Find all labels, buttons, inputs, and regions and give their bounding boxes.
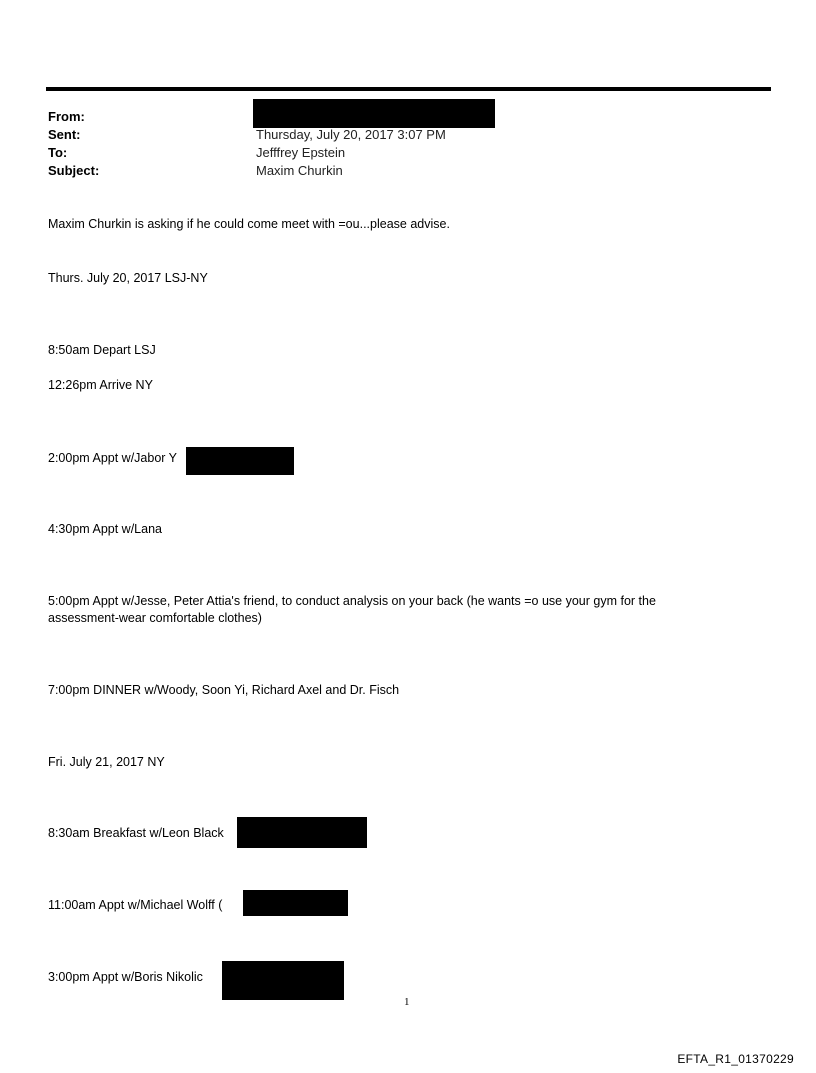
day2-heading: Fri. July 21, 2017 NY: [48, 755, 165, 769]
redacted-sender: [253, 99, 495, 128]
schedule-appt-nikolic: 3:00pm Appt w/Boris Nikolic: [48, 970, 203, 984]
subject-label: Subject:: [48, 163, 100, 178]
redacted-jabor: [186, 447, 294, 475]
subject-value: Maxim Churkin: [256, 163, 343, 178]
schedule-appt-wolff: 11:00am Appt w/Michael Wolff (: [48, 898, 223, 912]
schedule-appt-jabor: 2:00pm Appt w/Jabor Y: [48, 451, 178, 465]
intro-paragraph: Maxim Churkin is asking if he could come meet with =ou...please advise.: [48, 217, 450, 231]
schedule-arrive: 12:26pm Arrive NY: [48, 378, 153, 392]
day1-heading: Thurs. July 20, 2017 LSJ-NY: [48, 271, 208, 285]
from-label: From:: [48, 109, 85, 124]
redacted-breakfast: [237, 817, 367, 848]
page-number: 1: [404, 996, 410, 1008]
redacted-nikolic: [222, 961, 344, 1000]
schedule-appt-lana: 4:30pm Appt w/Lana: [48, 522, 162, 536]
document-id: EFTA_R1_01370229: [677, 1052, 794, 1066]
to-value: Jefffrey Epstein: [256, 145, 346, 160]
redacted-wolff: [243, 890, 348, 916]
schedule-breakfast: 8:30am Breakfast w/Leon Black: [48, 826, 224, 840]
sent-value: Thursday, July 20, 2017 3:07 PM: [256, 127, 446, 142]
to-label: To:: [48, 145, 68, 160]
header-divider: [46, 87, 771, 91]
sent-label: Sent:: [48, 127, 81, 142]
schedule-appt-jesse: 5:00pm Appt w/Jesse, Peter Attia's friend, to conduct analysis on your back (he wants =o use your gym for the assessment-wear comfortable clothes): [48, 594, 656, 625]
schedule-dinner: 7:00pm DINNER w/Woody, Soon Yi, Richard Axel and Dr. Fisch: [48, 683, 400, 697]
schedule-depart: 8:50am Depart LSJ: [48, 343, 156, 357]
